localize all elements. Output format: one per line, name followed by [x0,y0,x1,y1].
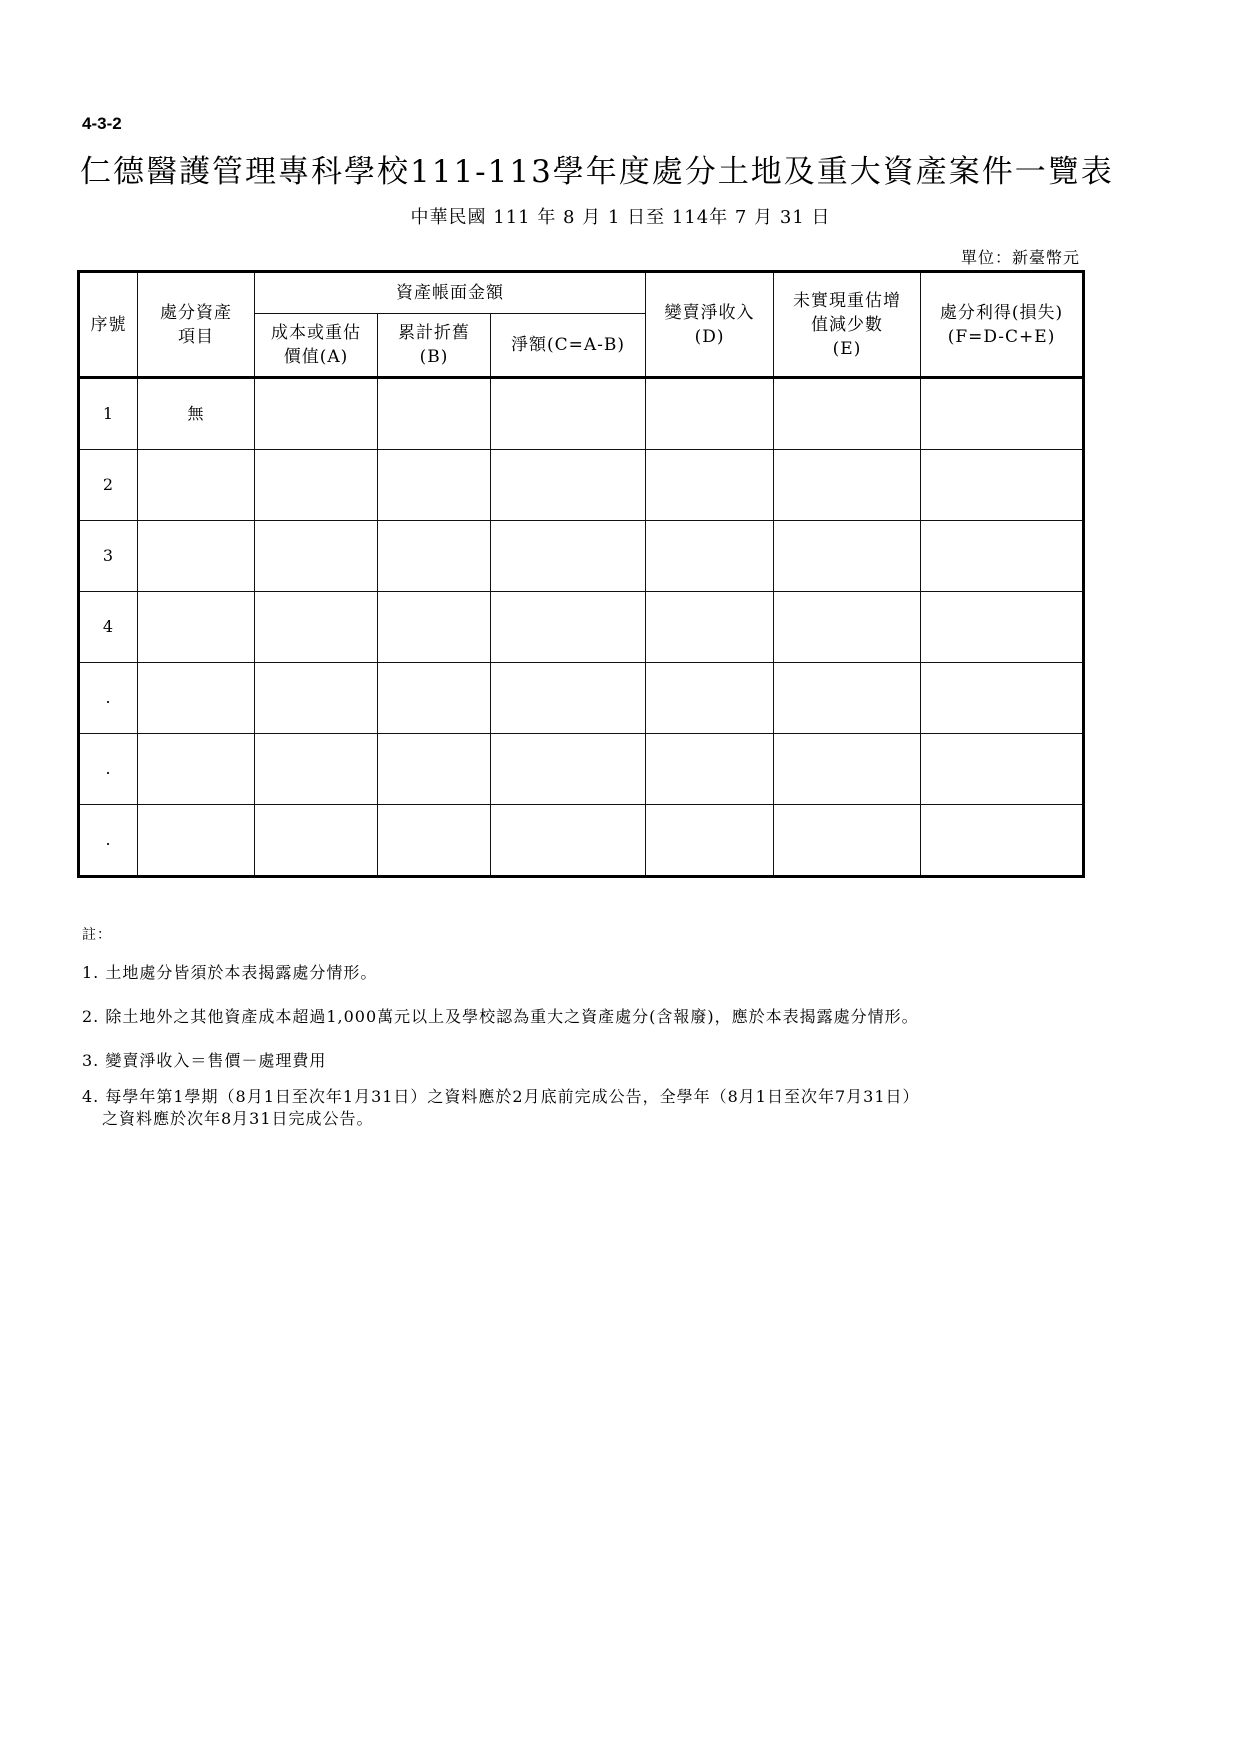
cell-depr [378,592,491,663]
cell-item [138,663,255,734]
header-depr-line2: (B) [419,347,449,367]
note-text: 1. 土地處分皆須於本表揭露處分情形。 [82,963,378,982]
cell-depr [378,378,491,450]
note-item [82,1050,920,1072]
cell-seq: 3 [79,521,138,592]
cell-seq: 1 [79,378,138,450]
header-depreciation [378,314,491,378]
cell-seq: . [79,734,138,805]
cell-seq: 2 [79,450,138,521]
header-sale-proceeds [646,272,774,378]
header-gain-line2: (F=D-C+E) [947,326,1056,347]
report-period: 中華民國 111 年 8 月 1 日至 114年 7 月 31 日 [410,207,831,228]
cell-net [491,592,646,663]
note-text: 2. 除土地外之其他資產成本超過1,000萬元以上及學校認為重大之資產處分(含報廢)，應於本表揭露處分情形。 [82,1007,919,1026]
header-seq: 序號 [79,272,138,378]
cell-gain [921,378,1084,450]
cell-unreal [774,592,921,663]
cell-unreal [774,663,921,734]
document-code: 4-3-2 [82,114,122,133]
notes-section [82,924,920,1152]
header-item-line2: 項目 [178,326,214,347]
cell-depr [378,450,491,521]
header-unreal-line3: (E) [832,338,862,359]
cell-unreal [774,805,921,877]
header-item-line1: 處分資產 [160,302,232,323]
note-text: 4. 每學年第1學期（8月1日至次年1月31日）之資料應於2月底前完成公告，全學年（8月1日至次年7月31日） [82,1087,920,1106]
cell-sale [646,378,774,450]
cell-sale [646,450,774,521]
header-gain-loss [921,272,1084,378]
cell-cost [255,805,378,877]
cell-item: 無 [138,378,255,450]
header-sale-line2: (D) [694,326,725,347]
cell-sale [646,734,774,805]
notes-label: 註： [82,927,112,943]
cell-cost [255,663,378,734]
cell-unreal [774,521,921,592]
cell-net [491,450,646,521]
cell-sale [646,592,774,663]
header-gain-line1: 處分利得(損失) [939,302,1064,323]
cell-cost [255,450,378,521]
note-text: 3. 變賣淨收入＝售價－處理費用 [82,1051,327,1070]
header-depr-line1: 累計折舊 [398,323,470,343]
disposal-table [77,270,1085,878]
cell-gain [921,734,1084,805]
cell-gain [921,805,1084,877]
cell-gain [921,450,1084,521]
cell-depr [378,521,491,592]
header-book-value-group: 資產帳面金額 [255,272,646,314]
cell-cost [255,592,378,663]
table-row [79,592,1084,663]
cell-net [491,521,646,592]
table-row [79,450,1084,521]
header-cost-line2: 價值(A) [283,347,349,367]
note-item [82,962,920,984]
header-unreal-line1: 未實現重估增 [793,290,902,311]
cell-sale [646,521,774,592]
cell-unreal [774,734,921,805]
cell-seq: . [79,805,138,877]
cell-net [491,734,646,805]
table-row [79,805,1084,877]
note-item [82,1006,920,1028]
header-cost [255,314,378,378]
cell-cost [255,734,378,805]
cell-depr [378,734,491,805]
table-row [79,734,1084,805]
cell-net [491,805,646,877]
header-net: 淨額(C=A-B) [491,314,646,378]
cell-sale [646,663,774,734]
cell-gain [921,521,1084,592]
cell-seq: 4 [79,592,138,663]
cell-cost [255,378,378,450]
cell-net [491,378,646,450]
note-item [82,1086,920,1130]
cell-unreal [774,450,921,521]
cell-gain [921,663,1084,734]
table-row [79,663,1084,734]
cell-depr [378,663,491,734]
cell-item [138,592,255,663]
cell-unreal [774,378,921,450]
header-unrealized [774,272,921,378]
cell-item [138,734,255,805]
cell-cost [255,521,378,592]
cell-seq: . [79,663,138,734]
cell-depr [378,805,491,877]
header-item [138,272,255,378]
currency-unit: 單位：新臺幣元 [960,248,1080,267]
table-row [79,378,1084,450]
cell-item [138,450,255,521]
header-cost-line1: 成本或重估 [271,323,361,343]
cell-sale [646,805,774,877]
table-row [79,521,1084,592]
page-title: 仁德醫護管理專科學校111-113學年度處分土地及重大資產案件一覽表 [80,154,1114,190]
header-unreal-line2: 值減少數 [811,314,884,335]
cell-item [138,805,255,877]
cell-item [138,521,255,592]
cell-net [491,663,646,734]
cell-gain [921,592,1084,663]
header-sale-line1: 變賣淨收入 [664,302,755,323]
note-text-continued: 之資料應於次年8月31日完成公告。 [102,1109,374,1128]
